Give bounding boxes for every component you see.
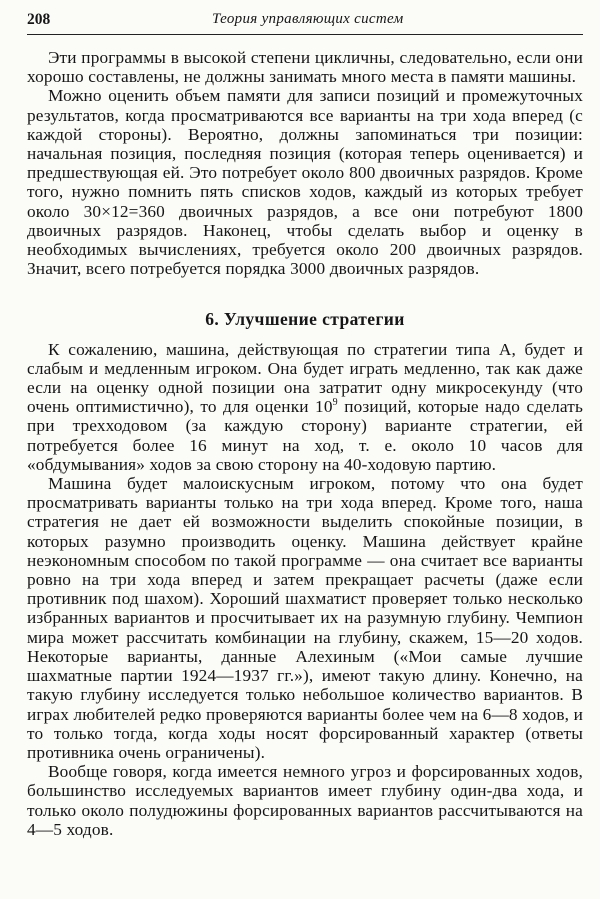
paragraph-weak-player: Машина будет малоискусным игроком, потому что она будет просматривать варианты только на три хода вперед. Кроме того, наша стратегия не дает ей возможности выделить спокойные позиции, в которых разумно производить оценку. Машина действует крайне неэкономным способом по такой программе — она считает все варианты ровно на три хода вперед и затем прекращает расчеты (даже если противник под шахом). Хороший шахматист проверяет только несколько избранных вариантов и просчитывает их на разумную глубину. Чемпион мира может рассчитать комбинации на глубину, скажем, 15—20 ходов. Некоторые варианты, данные Алехиным («Мои самые лучшие шахматные партии 1924—1937 гг.»), имеют такую длину. Конечно, на такую глубину исследуется только небольшое количество вариантов. В играх любителей редко проверяются варианты более чем на 6—8 ходов, и то только тогда, когда ходы носят форсированный характер (ответы противника очень ограничены). — [27, 474, 583, 762]
paragraph-text-after-exponent: позиций, которые надо сделать при трехходовом (за каждую сторону) варианте стратегии, ей потребуется более 16 минут на ход, т. е. около 10 часов для «обдумывания» ходов за свою сторону на 40-ходовую партию. — [27, 397, 583, 474]
paragraph-memory-estimate: Можно оценить объем памяти для записи позиций и промежуточных результатов, когда просматриваются все варианты на три хода вперед (с каждой стороны). Вероятно, должны запоминаться три позиции: начальная позиция, последняя позиция (которая теперь оценивается) и предшествующая ей. Это потребует около 800 двоичных разрядов. Кроме того, нужно помнить пять списков ходов, каждый из которых требует около 30×12=360 двоичных разрядов, а все они потребуют 1800 двоичных разрядов. Наконец, чтобы сделать выбор и оценку в необходимых вычислениях, требуется около 200 двоичных разрядов. Значит, всего потребуется порядка 3000 двоичных разрядов. — [27, 86, 583, 279]
paragraph-slow-player — [27, 340, 583, 474]
section-heading: 6. Улучшение стратегии — [205, 309, 405, 330]
body-text — [27, 48, 583, 839]
paragraph-text-before-exponent: К сожалению, машина, действующая по стратегии типа А, будет и слабым и медленным игроком. Она будет играть медленно, так как даже если на оценку одной позиции она затратит одну микросекунду (что очень оптимистично), то для оценки 10 — [27, 339, 583, 417]
exponent: 9 — [332, 397, 338, 409]
page-number: 208 — [27, 11, 51, 28]
book-page — [27, 6, 583, 896]
running-header — [27, 6, 583, 35]
paragraph-memory-cyclic: Эти программы в высокой степени цикличны, следовательно, если они хорошо составлены, не должны занимать много места в памяти машины. — [27, 48, 583, 87]
running-title: Теория управляющих систем — [212, 11, 404, 27]
paragraph-forced-moves: Вообще говоря, когда имеется немного угроз и форсированных ходов, большинство исследуемых вариантов имеет глубину один-два хода, и только около полудюжины форсированных вариантов рассчитываются на 4—5 ходов. — [27, 762, 583, 839]
